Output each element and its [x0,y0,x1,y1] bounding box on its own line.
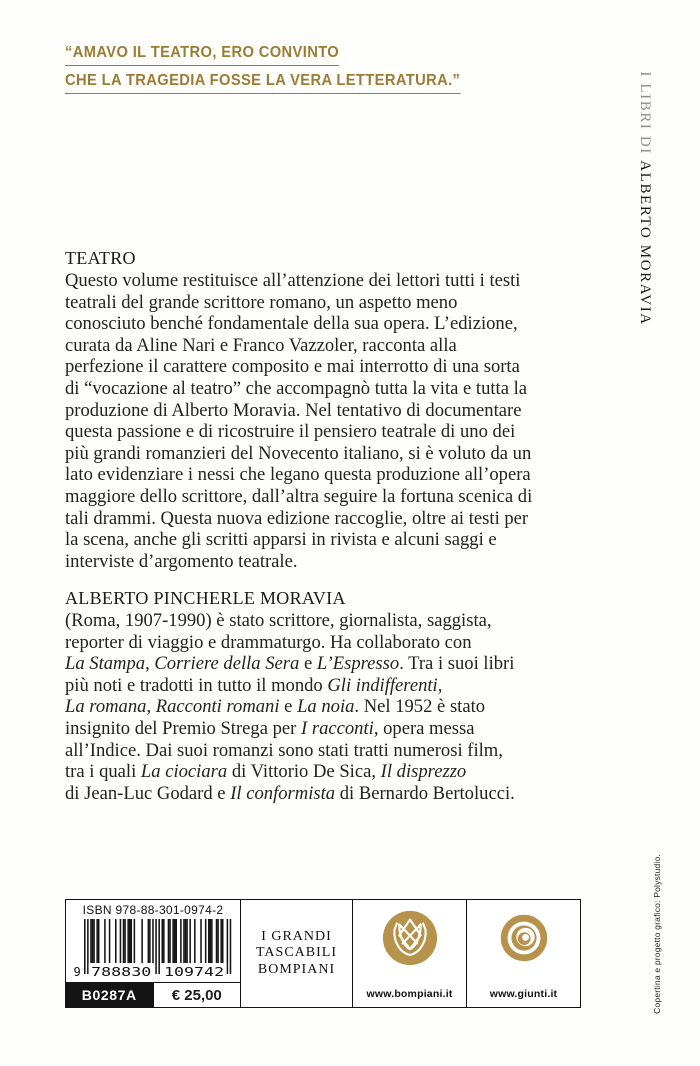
author-bio-section [65,586,515,804]
svg-text:9: 9 [73,965,81,978]
bompiani-logo-cell [353,900,467,1007]
cover-quote: “AMAVO IL TEATRO, ERO CONVINTO CHE LA TRAGEDIA FOSSE LA VERA LETTERATURA.” [65,44,460,100]
giunti-logo-cell [467,900,580,1007]
series-vertical-label [619,50,670,326]
price-label: € 25,00 [153,983,241,1007]
bompiani-url: www.bompiani.it [366,988,453,1000]
isbn-label: ISBN 978-88-301-0974-2 [82,903,224,917]
synopsis-section [65,246,532,572]
giunti-g-icon [495,909,553,967]
series-prefix: I LIBRI DI [637,71,653,161]
series-author: ALBERTO MORAVIA [637,160,653,326]
imprint-cell [241,900,353,1007]
synopsis-text: Questo volume restituisce all’attenzione dei lettori tutti i testi teatrali del grande scrittore romano, un aspetto meno conosciuto benché fondamentale della sua opera. L’edizione, curata da Aline Nari e Franco Vazzoler, racconta alla perfezione il carattere composito e mai interrotto di una sorta di “vocazione al teatro” che accompagnò tutta la vita e tutta la produzione di Alberto Moravia. Nel tentativo di documentare questa passione e di ricostruire il pensiero teatrale di uno dei più grandi romanzieri del Novecento italiano, si è voluto da un lato evidenziare i nessi che legano questa produzione all’opera maggiore dello scrittore, dall’altra seguire la fortuna scenica di tali drammi. Questa nuova edizione raccoglie, oltre ai testi per la scena, anche gli scritti apparsi in rivista e alcuni saggi e interviste d’argomento teatrale. [65,270,533,572]
edition-code-badge: B0287A [66,983,153,1007]
giunti-url: www.giunti.it [489,988,558,1000]
code-price-row [66,982,240,1007]
ean13-barcode [73,919,233,978]
svg-text:109742: 109742 [164,965,225,978]
bompiani-flower-icon [381,909,439,967]
author-bio-text: (Roma, 1907-1990) è stato scrittore, giornalista, saggista, reporter di viaggio e drammaturgo. Ha collaborato con La Stampa, Corriere della Sera e L’Espresso. Tra i suoi libri più noti e tradotti in tutto il mondo Gli indifferenti, La romana, Racconti romani e La noia. Nel 1952 è stato insignito del Premio Strega per I racconti, opera messa all’Indice. Dai suoi romanzi sono stati tratti numerosi film, tra i quali La ciociara di Vittorio De Sica, Il disprezzo di Jean-Luc Godard e Il conformista di Bernardo Bertolucci. [65,610,515,804]
author-name-heading: ALBERTO PINCHERLE MORAVIA [65,588,346,608]
svg-text:788830: 788830 [91,965,152,978]
publisher-strip [65,899,581,1008]
design-credit: Copertina e progetto grafico: Polystudio. [652,854,662,1014]
book-title-heading: TEATRO [65,248,136,268]
imprint-name: I GRANDI TASCABILI BOMPIANI [256,928,337,977]
barcode-area [66,900,240,982]
barcode-block [66,900,241,1007]
